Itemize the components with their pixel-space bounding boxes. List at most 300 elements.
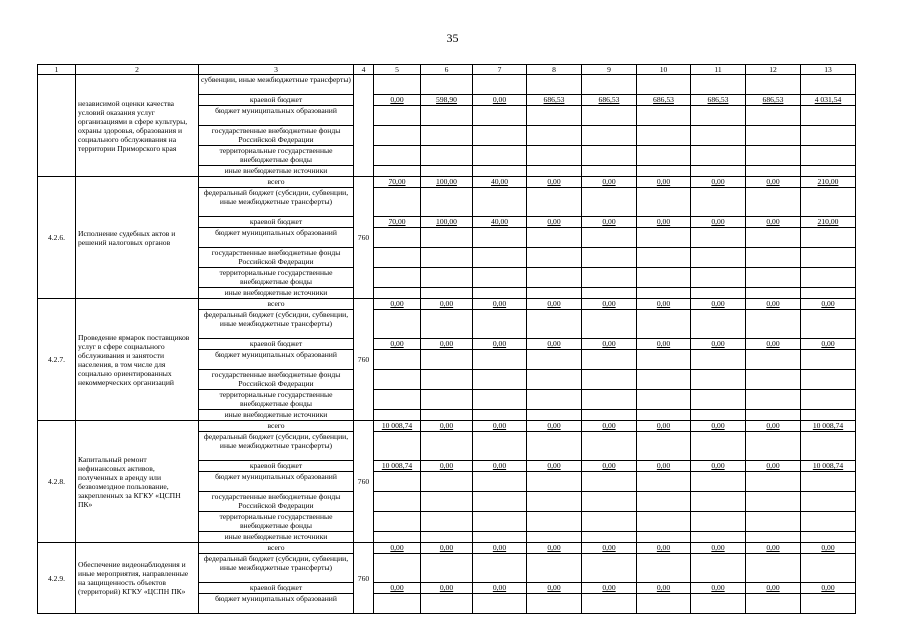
value-cell [801,432,856,461]
value-cell [637,310,691,339]
funding-source: территориальные государственные внебюджетные фонды [199,146,354,166]
value-cell: 0,00 [582,217,637,228]
funding-source: государственные внебюджетные фонды Российской Федерации [199,126,354,146]
value-cell [637,350,691,370]
value-cell: 0,00 [582,543,637,554]
value-cell [527,472,582,492]
value-cell: 0,00 [473,583,527,594]
column-header: 6 [421,65,473,75]
value-cell [637,146,691,166]
value-cell [746,370,801,390]
value-cell [801,554,856,583]
value-cell: 0,00 [582,339,637,350]
value-cell: 0,00 [637,299,691,310]
funding-source: территориальные государственные внебюджетные фонды [199,390,354,410]
value-cell [421,410,473,421]
funding-source: всего [199,421,354,432]
value-cell: 0,00 [691,421,746,432]
value-cell [421,146,473,166]
value-cell [637,288,691,299]
value-cell: 0,00 [746,177,801,188]
value-cell [374,492,421,512]
column-header: 9 [582,65,637,75]
value-cell [801,370,856,390]
value-cell [473,106,527,126]
value-cell [746,75,801,95]
value-cell [374,532,421,543]
value-cell: 40,00 [473,177,527,188]
funding-source: бюджет муниципальных образований [199,472,354,492]
value-cell [801,268,856,288]
value-cell [746,594,801,614]
value-cell [582,370,637,390]
value-cell: 0,00 [421,543,473,554]
funding-source: бюджет муниципальных образований [199,350,354,370]
value-cell: 0,00 [637,543,691,554]
value-cell [691,166,746,177]
funding-source: государственные внебюджетные фонды Российской Федерации [199,370,354,390]
funding-source: иные внебюджетные источники [199,288,354,299]
value-cell [421,472,473,492]
value-cell [527,410,582,421]
column-header: 4 [354,65,374,75]
value-cell [801,75,856,95]
value-cell [746,146,801,166]
value-cell [637,248,691,268]
value-cell [801,492,856,512]
col4-code: 760 [354,177,374,299]
value-cell [473,370,527,390]
value-cell [527,310,582,339]
funding-source: федеральный бюджет (субсидии, субвенции, иные межбюджетные трансферты) [199,432,354,461]
value-cell [473,248,527,268]
value-cell [421,126,473,146]
value-cell: 0,00 [421,461,473,472]
value-cell: 0,00 [582,461,637,472]
value-cell [746,432,801,461]
value-cell: 0,00 [746,299,801,310]
value-cell: 0,00 [746,339,801,350]
value-cell [582,126,637,146]
value-cell [374,126,421,146]
value-cell: 0,00 [421,299,473,310]
value-cell: 10 008,74 [801,421,856,432]
value-cell [374,432,421,461]
funding-source: территориальные государственные внебюджетные фонды [199,268,354,288]
value-cell [473,310,527,339]
value-cell [746,126,801,146]
value-cell: 0,00 [691,543,746,554]
value-cell [527,106,582,126]
value-cell: 0,00 [473,95,527,106]
value-cell [691,106,746,126]
value-cell [374,390,421,410]
value-cell [473,268,527,288]
value-cell [746,390,801,410]
value-cell: 0,00 [374,583,421,594]
value-cell [637,370,691,390]
value-cell: 0,00 [746,583,801,594]
funding-source: всего [199,543,354,554]
value-cell [637,532,691,543]
value-cell [527,532,582,543]
value-cell [637,554,691,583]
value-cell [691,554,746,583]
value-cell [582,75,637,95]
value-cell [801,350,856,370]
funding-source: краевой бюджет [199,339,354,350]
value-cell [691,126,746,146]
value-cell [801,594,856,614]
column-header: 7 [473,65,527,75]
value-cell [691,390,746,410]
value-cell: 0,00 [691,299,746,310]
col4-code [354,75,374,177]
funding-source: иные внебюджетные источники [199,410,354,421]
column-header: 2 [76,65,199,75]
value-cell [527,512,582,532]
value-cell [691,310,746,339]
value-cell [801,310,856,339]
value-cell [527,228,582,248]
value-cell: 0,00 [582,421,637,432]
value-cell: 0,00 [421,421,473,432]
value-cell [421,594,473,614]
value-cell [582,228,637,248]
value-cell: 0,00 [473,543,527,554]
value-cell [374,554,421,583]
value-cell: 0,00 [746,217,801,228]
value-cell [421,248,473,268]
value-cell [582,188,637,217]
value-cell: 0,00 [801,299,856,310]
value-cell [746,228,801,248]
value-cell [801,126,856,146]
value-cell [582,512,637,532]
item-name: Обеспечение видеонаблюдения и иные мероприятия, направленные на защищенность объектов (территорий) КГКУ «ЦСПН ПК» [76,543,199,614]
value-cell: 0,00 [527,299,582,310]
value-cell [421,554,473,583]
value-cell: 100,00 [421,177,473,188]
value-cell: 4 031,54 [801,95,856,106]
column-header: 8 [527,65,582,75]
value-cell: 0,00 [527,583,582,594]
column-header: 5 [374,65,421,75]
value-cell: 70,00 [374,177,421,188]
value-cell [582,432,637,461]
value-cell [473,532,527,543]
column-header: 3 [199,65,354,75]
column-header: 13 [801,65,856,75]
value-cell [421,512,473,532]
value-cell: 10 008,74 [374,421,421,432]
value-cell [582,594,637,614]
value-cell: 0,00 [527,543,582,554]
value-cell [746,492,801,512]
value-cell [421,370,473,390]
value-cell: 0,00 [746,461,801,472]
table-row [38,299,856,310]
value-cell [421,106,473,126]
value-cell [691,432,746,461]
table-row [38,543,856,554]
value-cell [801,188,856,217]
value-cell [582,106,637,126]
value-cell [473,75,527,95]
value-cell [527,554,582,583]
header-row [38,65,856,75]
value-cell [374,75,421,95]
value-cell [691,512,746,532]
value-cell: 0,00 [374,95,421,106]
value-cell [582,248,637,268]
value-cell: 0,00 [801,339,856,350]
value-cell: 0,00 [374,299,421,310]
value-cell [801,146,856,166]
value-cell [421,310,473,339]
value-cell [691,350,746,370]
value-cell: 0,00 [582,299,637,310]
value-cell [746,532,801,543]
value-cell: 10 008,74 [374,461,421,472]
value-cell [527,432,582,461]
value-cell [746,248,801,268]
value-cell [527,594,582,614]
value-cell [374,166,421,177]
value-cell [746,350,801,370]
value-cell [527,126,582,146]
funding-source: иные внебюджетные источники [199,166,354,177]
value-cell [582,146,637,166]
funding-source: бюджет муниципальных образований [199,594,354,614]
value-cell [637,390,691,410]
value-cell [421,75,473,95]
value-cell [473,492,527,512]
value-cell [637,512,691,532]
funding-source: территориальные государственные внебюджетные фонды [199,512,354,532]
value-cell [746,512,801,532]
value-cell [473,472,527,492]
value-cell [421,188,473,217]
value-cell: 0,00 [691,339,746,350]
value-cell: 0,00 [527,217,582,228]
value-cell [374,228,421,248]
column-header: 1 [38,65,76,75]
value-cell [691,248,746,268]
value-cell [746,310,801,339]
value-cell [374,594,421,614]
value-cell [637,472,691,492]
value-cell [691,472,746,492]
value-cell [421,268,473,288]
table-row [38,421,856,432]
value-cell [691,288,746,299]
value-cell [374,146,421,166]
value-cell [473,146,527,166]
table-row [38,177,856,188]
funding-source: субвенции, иные межбюджетные трансферты) [199,75,354,95]
value-cell [374,512,421,532]
value-cell [582,166,637,177]
value-cell [746,268,801,288]
value-cell [582,532,637,543]
value-cell [421,350,473,370]
value-cell: 0,00 [691,177,746,188]
value-cell: 210,00 [801,177,856,188]
value-cell [421,532,473,543]
value-cell [527,166,582,177]
value-cell [637,594,691,614]
item-code: 4.2.6. [38,177,76,299]
value-cell [801,288,856,299]
funding-source: бюджет муниципальных образований [199,106,354,126]
value-cell: 0,00 [473,339,527,350]
funding-source: федеральный бюджет (субсидии, субвенции, иные межбюджетные трансферты) [199,554,354,583]
value-cell [374,410,421,421]
value-cell: 598,90 [421,95,473,106]
funding-source: краевой бюджет [199,461,354,472]
value-cell: 0,00 [637,217,691,228]
value-cell: 0,00 [527,177,582,188]
column-header: 10 [637,65,691,75]
item-code [38,75,76,177]
value-cell [746,472,801,492]
value-cell [527,288,582,299]
value-cell: 686,53 [746,95,801,106]
value-cell: 40,00 [473,217,527,228]
value-cell [527,268,582,288]
funding-source: бюджет муниципальных образований [199,228,354,248]
value-cell [691,492,746,512]
value-cell: 0,00 [637,177,691,188]
value-cell [801,532,856,543]
value-cell: 0,00 [801,583,856,594]
value-cell [582,472,637,492]
value-cell: 686,53 [527,95,582,106]
value-cell [527,188,582,217]
value-cell [473,288,527,299]
value-cell: 0,00 [473,461,527,472]
value-cell [527,390,582,410]
column-header: 12 [746,65,801,75]
value-cell: 0,00 [746,543,801,554]
value-cell: 0,00 [691,217,746,228]
value-cell [691,410,746,421]
funding-source: всего [199,177,354,188]
value-cell [801,106,856,126]
value-cell: 70,00 [374,217,421,228]
item-name: Проведение ярмарок поставщиков услуг в сфере социального обслуживания и занятости населения, в том числе для социально ориентированных некоммерческих организаций [76,299,199,421]
value-cell [374,106,421,126]
item-code: 4.2.8. [38,421,76,543]
value-cell: 100,00 [421,217,473,228]
value-cell [374,472,421,492]
funding-source: краевой бюджет [199,217,354,228]
value-cell [637,188,691,217]
value-cell [582,410,637,421]
value-cell [691,594,746,614]
value-cell: 0,00 [374,339,421,350]
value-cell: 0,00 [374,543,421,554]
value-cell [527,370,582,390]
value-cell [582,554,637,583]
value-cell [374,350,421,370]
value-cell [637,166,691,177]
value-cell [582,390,637,410]
value-cell [637,410,691,421]
value-cell [374,370,421,390]
value-cell [746,410,801,421]
value-cell [801,248,856,268]
value-cell [637,228,691,248]
value-cell: 210,00 [801,217,856,228]
value-cell [637,126,691,146]
value-cell [374,188,421,217]
value-cell [421,288,473,299]
value-cell [527,492,582,512]
value-cell [637,106,691,126]
value-cell: 0,00 [637,461,691,472]
value-cell [801,228,856,248]
value-cell: 686,53 [582,95,637,106]
value-cell [801,512,856,532]
value-cell: 686,53 [637,95,691,106]
value-cell [582,310,637,339]
value-cell [473,512,527,532]
value-cell [374,288,421,299]
value-cell [421,492,473,512]
value-cell: 0,00 [691,461,746,472]
value-cell [582,492,637,512]
value-cell: 0,00 [421,583,473,594]
funding-source: федеральный бюджет (субсидии, субвенции, иные межбюджетные трансферты) [199,310,354,339]
value-cell [746,188,801,217]
value-cell [473,410,527,421]
value-cell: 0,00 [801,543,856,554]
value-cell [421,228,473,248]
value-cell [527,75,582,95]
value-cell: 0,00 [637,421,691,432]
value-cell [473,166,527,177]
value-cell: 0,00 [527,421,582,432]
value-cell [582,288,637,299]
value-cell [691,228,746,248]
value-cell [473,188,527,217]
value-cell [421,166,473,177]
value-cell [421,432,473,461]
value-cell: 686,53 [691,95,746,106]
col4-code: 760 [354,299,374,421]
value-cell [801,166,856,177]
value-cell [691,370,746,390]
item-code: 4.2.7. [38,299,76,421]
item-name: независимой оценки качества условий оказания услуг организациями в сфере культуры, охраны здоровья, образования и социального обслуживания на территории Приморского края [76,75,199,177]
value-cell: 0,00 [637,339,691,350]
value-cell [746,166,801,177]
value-cell [801,410,856,421]
value-cell [637,268,691,288]
column-header: 11 [691,65,746,75]
value-cell [527,146,582,166]
value-cell [637,432,691,461]
value-cell [691,268,746,288]
funding-source: государственные внебюджетные фонды Российской Федерации [199,248,354,268]
value-cell [582,350,637,370]
value-cell [374,310,421,339]
value-cell: 0,00 [527,339,582,350]
value-cell: 10 008,74 [801,461,856,472]
value-cell [691,75,746,95]
